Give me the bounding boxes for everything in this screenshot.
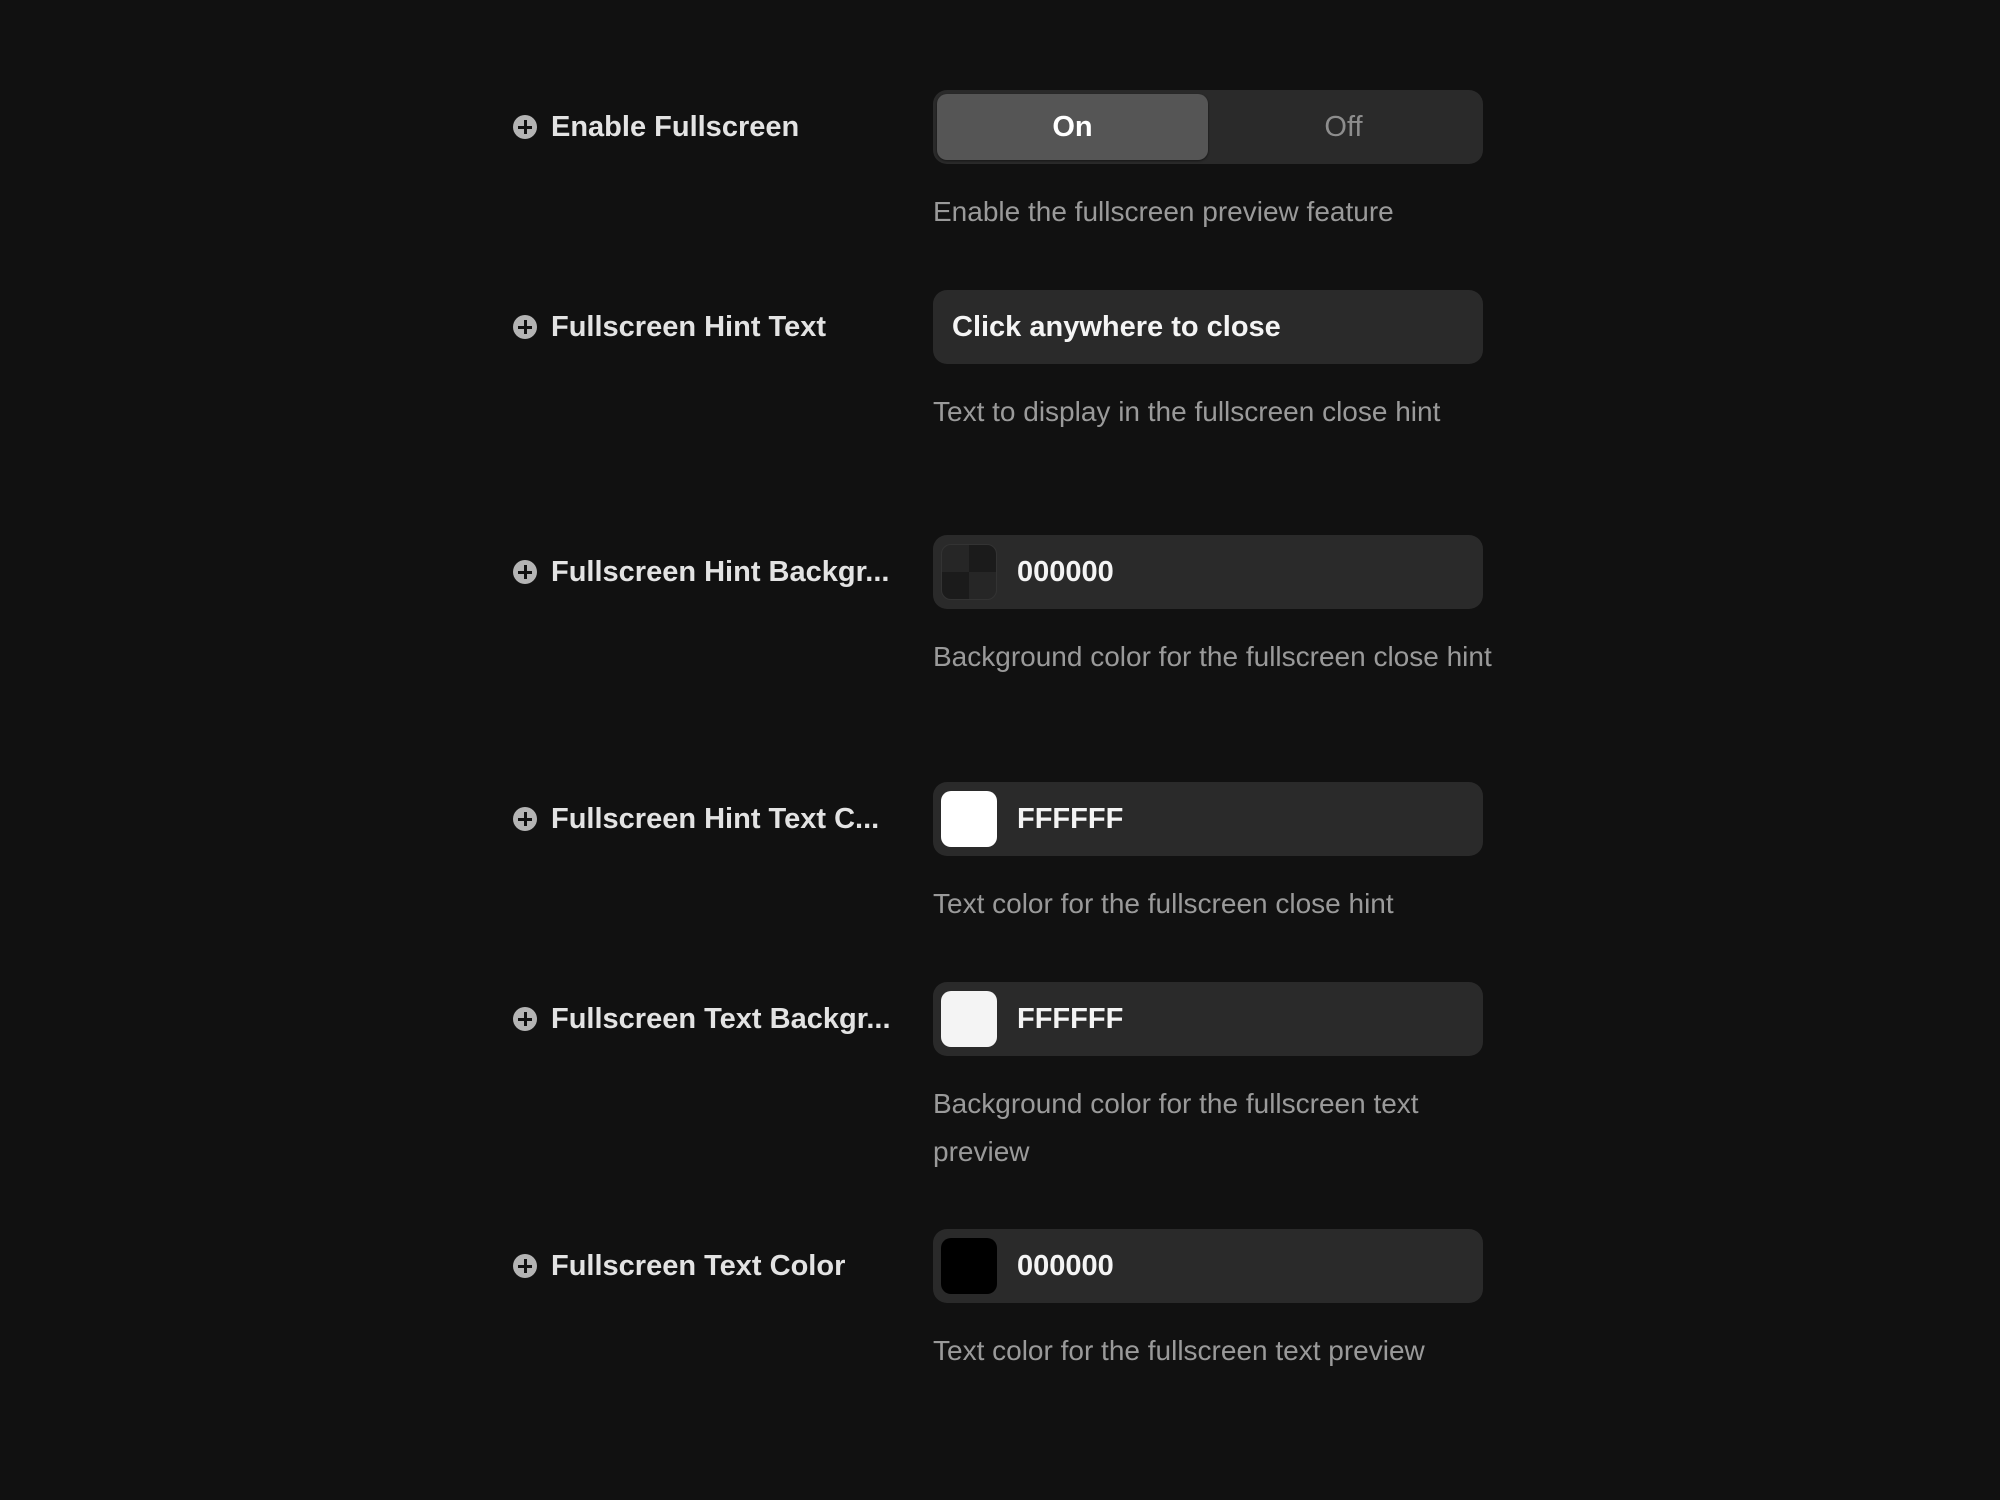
hint-background-description: Background color for the fullscreen close hint xyxy=(933,641,1492,672)
plus-circle-icon[interactable] xyxy=(513,1254,537,1278)
toggle-off-option[interactable]: Off xyxy=(1324,110,1363,143)
text-background-color-field[interactable] xyxy=(933,982,1483,1056)
enable-fullscreen-toggle[interactable] xyxy=(933,90,1483,164)
color-hex-value[interactable]: 000000 xyxy=(1017,555,1114,588)
setting-label xyxy=(513,782,879,856)
hint-text-input[interactable]: Click anywhere to close xyxy=(933,290,1483,364)
text-background-description: Background color for the fullscreen text preview xyxy=(933,1088,1419,1167)
enable-fullscreen-description: Enable the fullscreen preview feature xyxy=(933,196,1394,227)
color-hex-value[interactable]: FFFFFF xyxy=(1017,802,1124,835)
setting-label xyxy=(513,290,826,364)
setting-label xyxy=(513,1229,845,1303)
text-color-field[interactable] xyxy=(933,1229,1483,1303)
color-hex-value[interactable]: 000000 xyxy=(1017,1249,1114,1282)
setting-label xyxy=(513,535,889,609)
hint-text-label: Fullscreen Hint Text xyxy=(551,310,827,343)
color-swatch[interactable] xyxy=(941,991,997,1047)
toggle-on-option[interactable]: On xyxy=(937,94,1208,160)
text-color-label: Fullscreen Text Color xyxy=(551,1249,846,1282)
color-swatch[interactable] xyxy=(941,544,997,600)
plus-circle-icon[interactable] xyxy=(513,315,537,339)
text-background-label: Fullscreen Text Backgr... xyxy=(551,1002,891,1035)
hint-background-label: Fullscreen Hint Backgr... xyxy=(551,555,890,588)
plus-circle-icon[interactable] xyxy=(513,1007,537,1031)
text-color-description: Text color for the fullscreen text preview xyxy=(933,1335,1425,1366)
hint-text-description: Text to display in the fullscreen close hint xyxy=(933,396,1441,427)
color-swatch[interactable] xyxy=(941,1238,997,1294)
setting-label xyxy=(513,90,799,164)
hint-text-color-description: Text color for the fullscreen close hint xyxy=(933,888,1394,919)
enable-fullscreen-label: Enable Fullscreen xyxy=(551,110,800,143)
plus-circle-icon[interactable] xyxy=(513,807,537,831)
plus-circle-icon[interactable] xyxy=(513,115,537,139)
hint-text-color-label: Fullscreen Hint Text C... xyxy=(551,802,880,835)
setting-label xyxy=(513,982,891,1056)
hint-text-color-field[interactable] xyxy=(933,782,1483,856)
hint-background-color-field[interactable] xyxy=(933,535,1483,609)
plus-circle-icon[interactable] xyxy=(513,560,537,584)
color-swatch[interactable] xyxy=(941,791,997,847)
color-hex-value[interactable]: FFFFFF xyxy=(1017,1002,1124,1035)
